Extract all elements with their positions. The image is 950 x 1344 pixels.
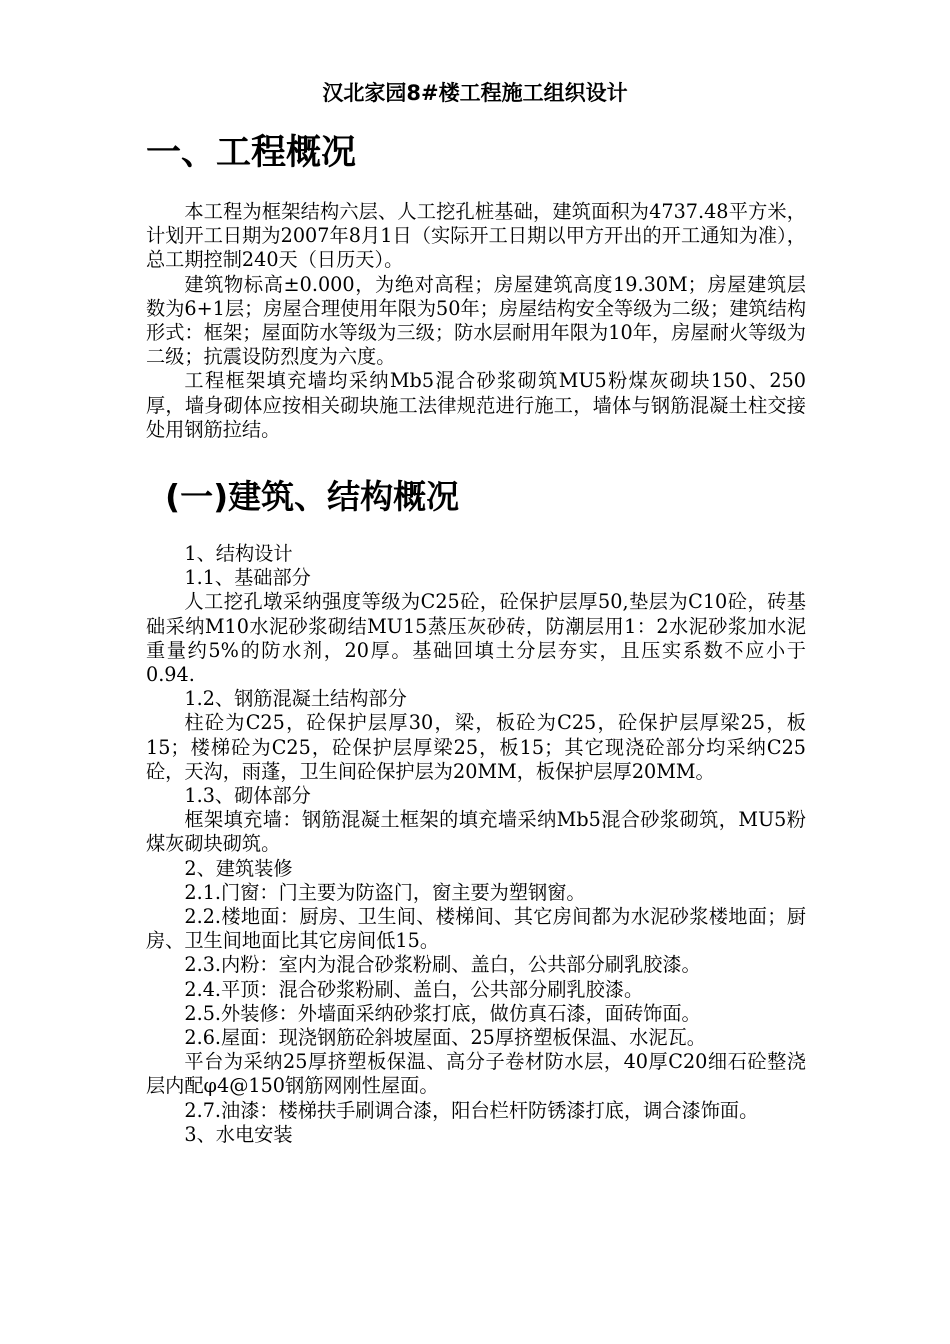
overview-body xyxy=(146,200,806,442)
document-title: 汉北家园8#楼工程施工组织设计 xyxy=(322,81,628,105)
item-heading: 2、建筑装修 xyxy=(184,856,293,880)
item-heading: 1.3、砌体部分 xyxy=(184,784,311,808)
item-heading: 1.1、基础部分 xyxy=(184,566,311,590)
paragraph: 2.1.门窗：门主要为防盗门，窗主要为塑钢窗。 xyxy=(184,880,586,904)
paragraph: 平台为采纳25厚挤塑板保温、高分子卷材防水层，40厚C20细石砼整浇层内配φ4@150钢筋网刚性屋面。 xyxy=(146,1050,806,1098)
subsection-heading-structure: (一)建筑、结构概况 xyxy=(165,477,460,516)
paragraph: 框架填充墙：钢筋混凝土框架的填充墙采纳Mb5混合砂浆砌筑，MU5粉煤灰砌块砌筑。 xyxy=(146,808,806,856)
paragraph: 2.3.内粉：室内为混合砂浆粉刷、盖白，公共部分刷乳胶漆。 xyxy=(184,953,701,977)
paragraph: 柱砼为C25，砼保护层厚30，梁，板砼为C25，砼保护层厚梁25，板15；楼梯砼为C25，砼保护层厚梁25，板15；其它现浇砼部分均采纳C25砼，天沟，雨蓬，卫生间砼保护层为20MM，板保护层厚20MM。 xyxy=(146,711,806,783)
paragraph: 建筑物标高±0.000，为绝对高程；房屋建筑高度19.30M；房屋建筑层数为6+1层；房屋合理使用年限为50年；房屋结构安全等级为二级；建筑结构形式：框架；屋面防水等级为三级；防水层耐用年限为10年，房屋耐火等级为二级；抗震设防烈度为六度。 xyxy=(146,272,806,369)
section-heading-overview: 一、工程概况 xyxy=(146,133,357,173)
paragraph: 2.7.油漆：楼梯扶手刷调合漆，阳台栏杆防锈漆打底，调合漆饰面。 xyxy=(184,1098,759,1122)
item-heading: 1、结构设计 xyxy=(184,542,293,565)
paragraph: 工程框架填充墙均采纳Mb5混合砂浆砌筑MU5粉煤灰砌块150、250厚，墙身砌体应按相关砌块施工法律规范进行施工，墙体与钢筋混凝土柱交接处用钢筋拉结。 xyxy=(146,369,806,441)
paragraph: 本工程为框架结构六层、人工挖孔桩基础，建筑面积为4737.48平方米，计划开工日期为2007年8月1日（实际开工日期以甲方开出的开工通知为准），总工期控制240天（日历天）。 xyxy=(146,200,806,272)
paragraph: 2.4.平顶：混合砂浆粉刷、盖白，公共部分刷乳胶漆。 xyxy=(184,977,644,1001)
paragraph: 2.6.屋面：现浇钢筋砼斜坡屋面、25厚挤塑板保温、水泥瓦。 xyxy=(184,1026,706,1050)
paragraph: 2.5.外装修：外墙面采纳砂浆打底，做仿真石漆，面砖饰面。 xyxy=(184,1001,701,1025)
structure-body xyxy=(146,542,806,1147)
item-heading: 1.2、钢筋混凝土结构部分 xyxy=(184,687,407,711)
item-heading: 3、水电安装 xyxy=(184,1122,293,1146)
paragraph: 人工挖孔墩采纳强度等级为C25砼，砼保护层厚50,垫层为C10砼，砖基础采纳M10水泥砂浆砌结MU15蒸压灰砂砖，防潮层用1：2水泥砂浆加水泥重量约5%的防水剂，20厚。基础回填土分层夯实，且压实系数不应小于0.94. xyxy=(146,590,806,687)
paragraph: 2.2.楼地面：厨房、卫生间、楼梯间、其它房间都为水泥砂浆楼地面；厨房、卫生间地面比其它房间低15。 xyxy=(146,905,806,953)
